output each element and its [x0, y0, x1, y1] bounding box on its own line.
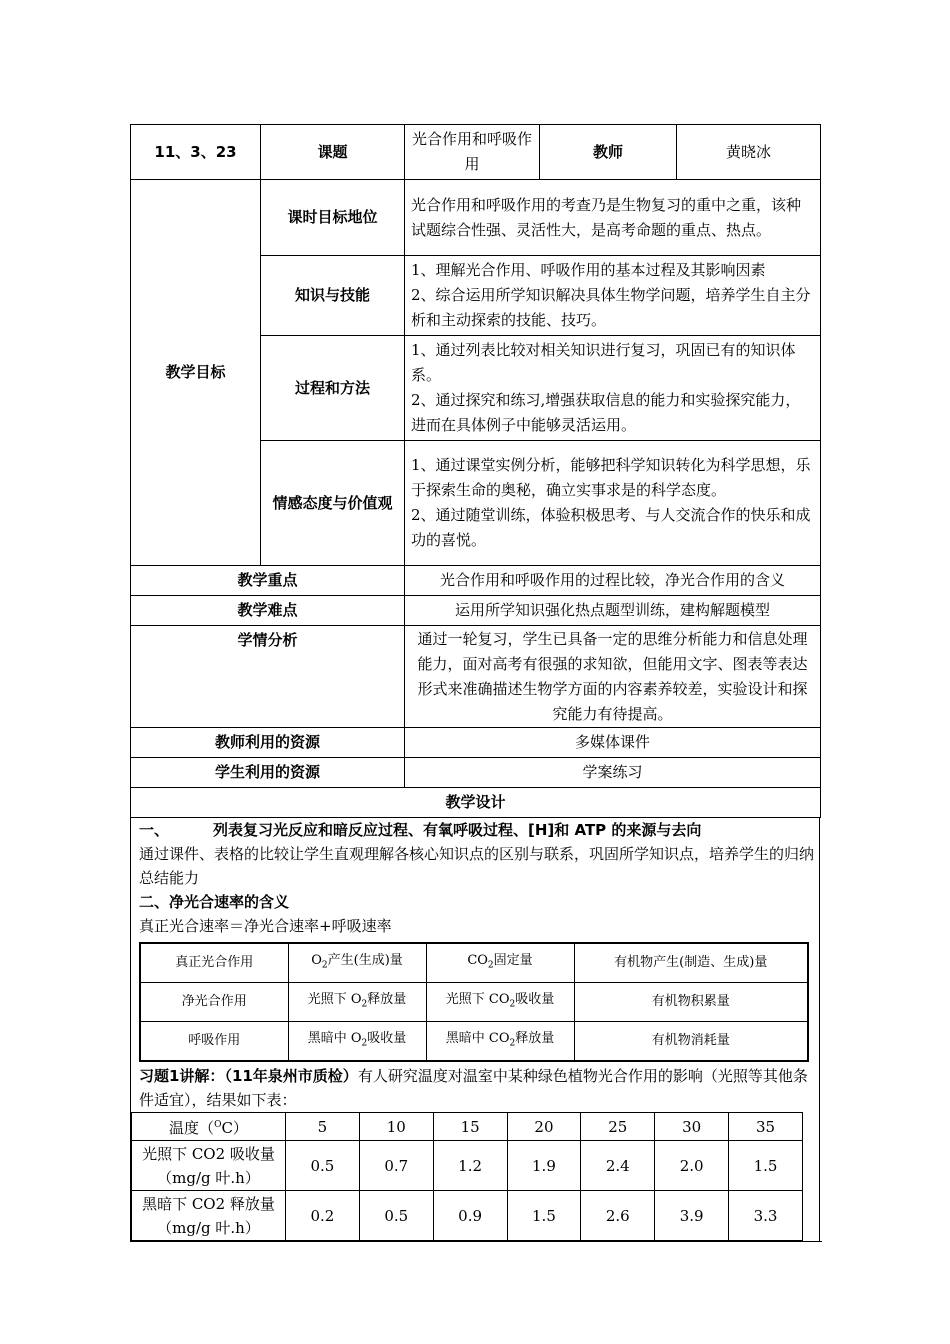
section-1-number: 一、 — [139, 821, 170, 839]
cmp-text: 释放量 — [367, 991, 407, 1007]
table-row — [132, 1113, 803, 1141]
topic-cell: 光合作用和呼吸作用 — [405, 125, 540, 180]
goal-text-attitude — [405, 441, 821, 566]
cmp-sub: 2 — [321, 960, 328, 971]
teacher-label: 教师 — [540, 125, 677, 180]
cmp-sub: 2 — [509, 999, 516, 1010]
cmp-cell — [426, 1022, 574, 1062]
cmp-cell — [288, 1022, 426, 1062]
cmp-sub: 2 — [361, 999, 368, 1010]
section-1-title: 列表复习光反应和暗反应过程、有氧呼吸过程、[H]和 ATP 的来源与去向 — [213, 821, 702, 839]
temp-header-text: 温度（ — [169, 1119, 215, 1137]
cmp-sub: 2 — [361, 1038, 368, 1049]
cmp-text: 光照下 O — [307, 991, 362, 1007]
goal-line: 1、理解光合作用、呼吸作用的基本过程及其影响因素 — [411, 261, 766, 279]
cmp-text: 黑暗中 O — [307, 1030, 362, 1046]
goal-line: 2、通过随堂训练，体验积极思考、与人交流合作的快乐和成功的喜悦。 — [411, 506, 811, 549]
topic-label: 课题 — [261, 125, 405, 180]
cmp-text: 吸收量 — [367, 1030, 407, 1046]
focus-label: 教学重点 — [131, 566, 405, 596]
section-1-heading — [139, 818, 819, 842]
temp-value: 35 — [729, 1113, 803, 1141]
teacher-res-text: 多媒体课件 — [405, 728, 821, 758]
temp-value: 20 — [507, 1113, 581, 1141]
table-row — [140, 943, 808, 983]
cmp-text: 产生(生成)量 — [327, 952, 403, 968]
cmp-cell — [288, 943, 426, 983]
temperature-table — [131, 1112, 803, 1241]
comparison-table — [139, 942, 809, 1062]
temp-header-text: C） — [221, 1119, 248, 1137]
goal-text-process — [405, 336, 821, 441]
temp-value: 30 — [655, 1113, 729, 1141]
data-cell: 1.9 — [507, 1141, 581, 1191]
goal-line: 1、通过列表比较对相关知识进行复习，巩固已有的知识体系。 — [411, 341, 796, 384]
data-cell: 2.0 — [655, 1141, 729, 1191]
cmp-text: CO — [467, 952, 488, 968]
data-cell: 1.2 — [433, 1141, 507, 1191]
cmp-text: O — [311, 952, 322, 968]
analysis-text: 通过一轮复习，学生已具备一定的思维分析能力和信息处理能力，面对高考有很强的求知欲，但能用文字、图表等表达形式来准确描述生物学方面的内容素养较差，实验设计和探究能力有待提高。 — [405, 626, 821, 728]
difficulty-text: 运用所学知识强化热点题型训练，建构解题模型 — [405, 596, 821, 626]
lesson-table — [130, 124, 821, 818]
row-label-dark: 黑暗下 CO2 释放量（mg/g 叶.h） — [132, 1191, 286, 1241]
page-bottom-border — [130, 1241, 822, 1242]
data-cell: 0.5 — [359, 1191, 433, 1241]
goal-text-knowledge — [405, 256, 821, 336]
cmp-cell: 真正光合作用 — [140, 943, 288, 983]
cmp-text: 吸收量 — [515, 991, 555, 1007]
data-cell: 0.7 — [359, 1141, 433, 1191]
lesson-plan — [130, 124, 820, 1242]
data-cell: 0.9 — [433, 1191, 507, 1241]
date-cell: 11、3、23 — [131, 125, 261, 180]
cmp-text: 黑暗中 CO — [445, 1030, 510, 1046]
teacher-cell: 黄晓冰 — [677, 125, 821, 180]
cmp-sub: 2 — [509, 1038, 516, 1049]
goal-label-attitude: 情感态度与价值观 — [261, 441, 405, 566]
focus-text: 光合作用和呼吸作用的过程比较，净光合作用的含义 — [405, 566, 821, 596]
cmp-cell — [288, 983, 426, 1022]
data-cell: 2.6 — [581, 1191, 655, 1241]
goal-label-knowledge: 知识与技能 — [261, 256, 405, 336]
cmp-text: 光照下 CO — [445, 991, 510, 1007]
data-cell: 0.2 — [286, 1191, 360, 1241]
goal-label-process: 过程和方法 — [261, 336, 405, 441]
design-section — [130, 818, 820, 1241]
cmp-cell: 净光合作用 — [140, 983, 288, 1022]
temp-value: 25 — [581, 1113, 655, 1141]
analysis-label: 学情分析 — [131, 626, 405, 728]
goal-label-position: 课时目标地位 — [261, 180, 405, 256]
exercise-text: 有人研究温度对温室中某种绿色植物光合作用的影响（光照等其他条件适宜），结果如下表： — [139, 1067, 808, 1109]
data-cell: 3.9 — [655, 1191, 729, 1241]
temp-value: 10 — [359, 1113, 433, 1141]
cmp-sub: 2 — [487, 960, 494, 971]
data-cell: 0.5 — [286, 1141, 360, 1191]
student-res-text: 学案练习 — [405, 758, 821, 788]
table-row — [132, 1141, 803, 1191]
goal-text-position: 光合作用和呼吸作用的考查乃是生物复习的重中之重，该种试题综合性强、灵活性大，是高考命题的重点、热点。 — [405, 180, 821, 256]
row-label-light: 光照下 CO2 吸收量（mg/g 叶.h） — [132, 1141, 286, 1191]
temp-value: 15 — [433, 1113, 507, 1141]
section-2-formula: 真正光合速率＝净光合速率+呼吸速率 — [139, 917, 392, 935]
cmp-cell: 有机物积累量 — [574, 983, 808, 1022]
goals-label: 教学目标 — [131, 180, 261, 566]
cmp-cell — [426, 943, 574, 983]
table-row — [140, 983, 808, 1022]
teacher-res-label: 教师利用的资源 — [131, 728, 405, 758]
table-row — [140, 1022, 808, 1062]
section-2-heading: 二、净光合速率的含义 — [139, 893, 290, 911]
data-cell: 1.5 — [729, 1141, 803, 1191]
header-row — [131, 125, 821, 180]
cmp-cell — [426, 983, 574, 1022]
section-1-text: 通过课件、表格的比较让学生直观理解各核心知识点的区别与联系，巩固所学知识点，培养学生的归纳总结能力 — [139, 845, 815, 887]
temp-value: 5 — [286, 1113, 360, 1141]
goal-line: 1、通过课堂实例分析，能够把科学知识转化为科学思想，乐于探索生命的奥秘，确立实事求是的科学态度。 — [411, 456, 811, 499]
student-res-label: 学生利用的资源 — [131, 758, 405, 788]
temp-header-sup: O — [214, 1120, 222, 1130]
goal-line: 2、通过探究和练习,增强获取信息的能力和实验探究能力，进而在具体例子中能够灵活运用。 — [411, 391, 801, 434]
difficulty-label: 教学难点 — [131, 596, 405, 626]
exercise-label: 习题1讲解：（11年泉州市质检） — [139, 1067, 358, 1085]
cmp-text: 固定量 — [493, 952, 533, 968]
cmp-cell: 有机物消耗量 — [574, 1022, 808, 1062]
exercise-1 — [139, 1064, 819, 1112]
design-title: 教学设计 — [131, 788, 821, 818]
cmp-cell: 有机物产生(制造、生成)量 — [574, 943, 808, 983]
temp-header-cell — [132, 1113, 286, 1141]
data-cell: 1.5 — [507, 1191, 581, 1241]
cmp-text: 释放量 — [515, 1030, 555, 1046]
cmp-cell: 呼吸作用 — [140, 1022, 288, 1062]
data-cell: 2.4 — [581, 1141, 655, 1191]
goal-line: 2、综合运用所学知识解决具体生物学问题，培养学生自主分析和主动探索的技能、技巧。 — [411, 286, 811, 329]
table-row — [132, 1191, 803, 1241]
data-cell: 3.3 — [729, 1191, 803, 1241]
